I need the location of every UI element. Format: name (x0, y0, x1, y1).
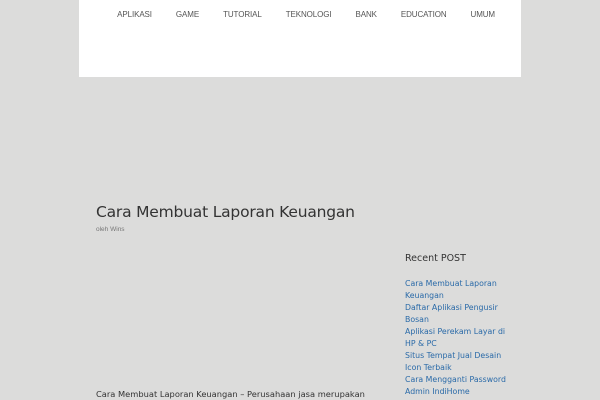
site-header (79, 0, 521, 77)
main-nav (93, 10, 495, 19)
recent-post-link[interactable]: Cara Membuat Laporan Keuangan (405, 279, 497, 300)
nav-teknologi[interactable]: TEKNOLOGI (285, 10, 332, 19)
byline-label: oleh (96, 226, 109, 233)
sidebar-heading: Recent POST (405, 253, 466, 264)
nav-tutorial[interactable]: TUTORIAL (223, 10, 262, 19)
recent-post-link[interactable]: Cara Mengganti Password Admin IndiHome (405, 375, 506, 396)
nav-aplikasi[interactable]: APLIKASI (117, 10, 152, 19)
recent-post-link[interactable]: Daftar Aplikasi Pengusir Bosan (405, 303, 498, 324)
recent-post-link[interactable]: Aplikasi Perekam Layar di HP & PC (405, 327, 506, 348)
nav-education[interactable]: EDUCATION (400, 10, 447, 19)
post-byline (96, 226, 125, 233)
sidebar-recent-posts (405, 253, 510, 398)
post-excerpt: Cara Membuat Laporan Keuangan – Perusahaan jasa merupakan (96, 389, 365, 399)
nav-umum[interactable]: UMUM (470, 10, 495, 19)
nav-bank[interactable]: BANK (355, 10, 377, 19)
recent-post-link[interactable]: Situs Tempat Jual Desain Icon Terbaik (405, 351, 502, 372)
post-title: Cara Membuat Laporan Keuangan (96, 203, 355, 221)
author-link[interactable]: Wins (110, 226, 125, 233)
nav-game[interactable]: GAME (175, 10, 200, 19)
